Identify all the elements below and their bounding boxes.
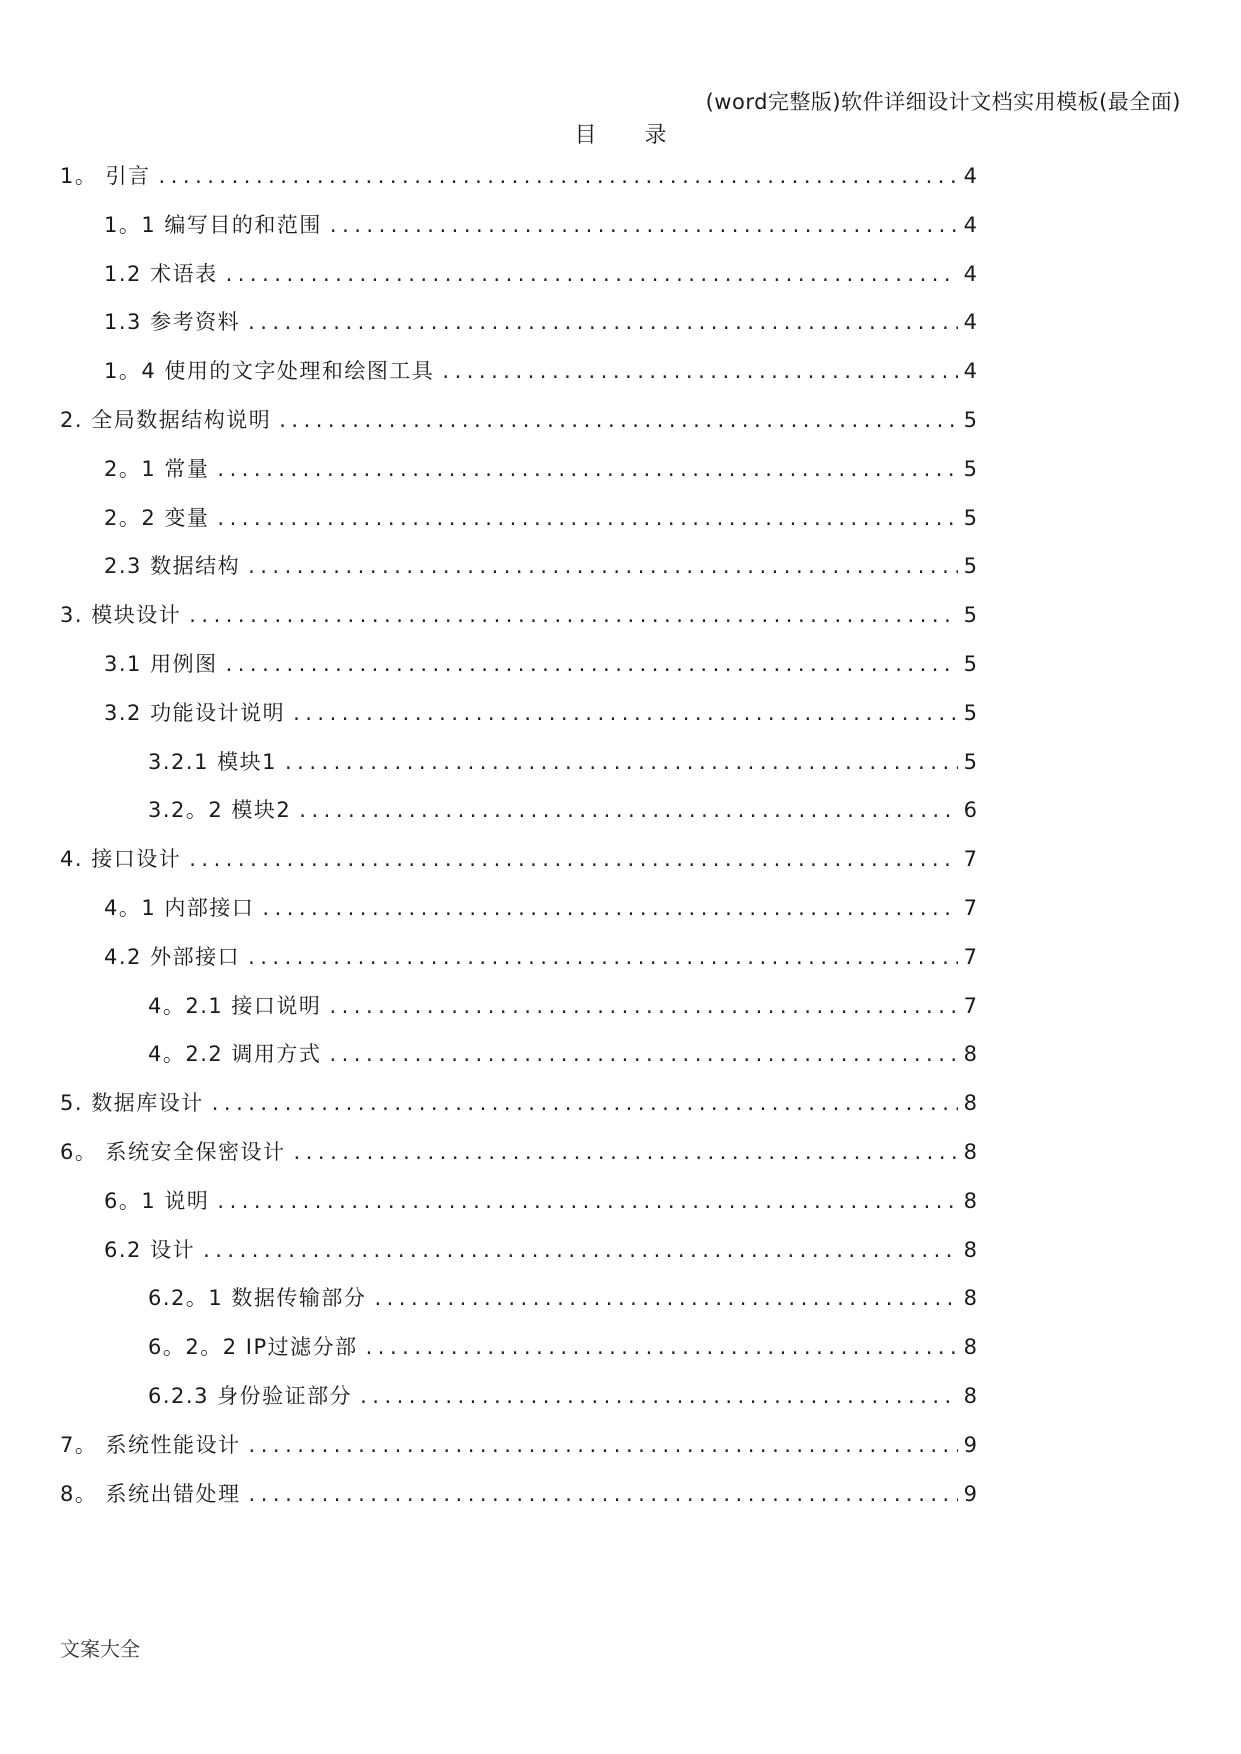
toc-dot-leader (360, 1384, 958, 1408)
toc-entry-label: 1.2 术语表 (104, 261, 218, 286)
toc-entry-page-number: 8 (963, 1286, 977, 1311)
toc-entry-label: 6。 系统安全保密设计 (60, 1139, 286, 1164)
toc-entry-label: 3.2 功能设计说明 (104, 700, 286, 725)
toc-dot-leader (294, 1140, 958, 1164)
toc-dot-leader (330, 213, 958, 237)
toc-entry[interactable] (60, 1331, 977, 1380)
toc-entry-page-number: 8 (963, 1237, 977, 1262)
toc-entry[interactable] (60, 1478, 977, 1527)
toc-dot-leader (279, 408, 957, 432)
toc-dot-leader (217, 1189, 957, 1213)
toc-entry[interactable] (60, 697, 977, 746)
page-footer: 文案大全 (60, 1637, 140, 1661)
toc-entry-page-number: 8 (963, 1091, 977, 1116)
toc-entry-label: 5. 数据库设计 (60, 1091, 204, 1116)
toc-dot-leader (248, 554, 958, 578)
toc-entry[interactable] (60, 794, 977, 843)
toc-entry-page-number: 5 (963, 651, 977, 676)
toc-dot-leader (293, 701, 958, 725)
toc-entry[interactable] (60, 1087, 977, 1136)
toc-entry-label: 4。1 内部接口 (104, 895, 255, 920)
toc-entry-label: 2。1 常量 (104, 456, 210, 481)
toc-entry[interactable] (60, 1380, 977, 1429)
toc-entry[interactable] (60, 892, 977, 941)
toc-entry[interactable] (60, 843, 977, 892)
toc-dot-leader (248, 310, 958, 334)
toc-dot-leader (189, 603, 957, 627)
toc-entry-page-number: 8 (963, 1335, 977, 1360)
toc-dot-leader (285, 750, 958, 774)
toc-entry-page-number: 9 (963, 1481, 977, 1506)
toc-entry-page-number: 5 (963, 456, 977, 481)
toc-entry-label: 6。2。2 IP过滤分部 (148, 1335, 358, 1360)
toc-entry[interactable] (60, 648, 977, 697)
toc-entry[interactable] (60, 258, 977, 307)
toc-entry-page-number: 8 (963, 1383, 977, 1408)
toc-entry-page-number: 8 (963, 1188, 977, 1213)
toc-entry-page-number: 4 (963, 359, 977, 384)
toc-entry-label: 3.2。2 模块2 (148, 798, 292, 823)
toc-entry[interactable] (60, 941, 977, 990)
toc-entry-page-number: 4 (963, 164, 977, 188)
toc-entry-page-number: 4 (963, 310, 977, 335)
toc-dot-leader (329, 994, 957, 1018)
toc-dot-leader (203, 1238, 958, 1262)
toc-entry[interactable] (60, 453, 977, 502)
toc-entry-page-number: 7 (963, 895, 977, 920)
toc-entry-label: 6.2。1 数据传输部分 (148, 1286, 367, 1311)
toc-entry-label: 7。 系统性能设计 (60, 1432, 241, 1457)
toc-entry-label: 1。4 使用的文字处理和绘图工具 (104, 359, 435, 384)
toc-entry-label: 1。1 编写目的和范围 (104, 212, 322, 237)
toc-entry[interactable] (60, 1038, 977, 1087)
toc-dot-leader (374, 1286, 957, 1310)
toc-entry-label: 8。 系统出错处理 (60, 1481, 241, 1506)
toc-entry-page-number: 5 (963, 554, 977, 579)
toc-dot-leader (442, 359, 957, 383)
toc-entry-page-number: 7 (963, 847, 977, 872)
toc-entry[interactable] (60, 355, 977, 404)
toc-entry-page-number: 7 (963, 944, 977, 969)
toc-entry-page-number: 5 (963, 749, 977, 774)
toc-dot-leader (226, 262, 958, 286)
toc-entry-label: 2. 全局数据结构说明 (60, 407, 272, 432)
table-of-contents (60, 160, 977, 1526)
toc-entry-label: 6。1 说明 (104, 1188, 210, 1213)
toc-dot-leader (217, 506, 957, 530)
toc-dot-leader (366, 1335, 958, 1359)
toc-entry-page-number: 8 (963, 1042, 977, 1067)
toc-entry[interactable] (60, 550, 977, 599)
toc-dot-leader (248, 945, 958, 969)
toc-entry-page-number: 5 (963, 505, 977, 530)
toc-entry-label: 4.2 外部接口 (104, 944, 241, 969)
toc-dot-leader (217, 457, 957, 481)
toc-dot-leader (226, 652, 958, 676)
toc-entry-label: 1.3 参考资料 (104, 310, 241, 335)
toc-entry[interactable] (60, 1185, 977, 1234)
toc-entry-label: 4。2.2 调用方式 (148, 1042, 322, 1067)
toc-entry[interactable] (60, 1136, 977, 1185)
toc-dot-leader (159, 164, 958, 188)
toc-entry-label: 3. 模块设计 (60, 603, 182, 628)
toc-dot-leader (299, 798, 957, 822)
toc-entry[interactable] (60, 1429, 977, 1478)
toc-entry[interactable] (60, 599, 977, 648)
toc-entry[interactable] (60, 404, 977, 453)
toc-entry-label: 2.3 数据结构 (104, 554, 241, 579)
toc-entry-label: 3.1 用例图 (104, 651, 218, 676)
toc-entry-page-number: 5 (963, 700, 977, 725)
toc-dot-leader (249, 1433, 958, 1457)
toc-entry-page-number: 6 (963, 798, 977, 823)
toc-entry-label: 6.2 设计 (104, 1237, 196, 1262)
toc-dot-leader (329, 1042, 957, 1066)
toc-dot-leader (189, 847, 957, 871)
toc-entry-page-number: 5 (963, 603, 977, 628)
toc-dot-leader (262, 896, 957, 920)
toc-entry-page-number: 5 (963, 407, 977, 432)
toc-dot-leader (212, 1091, 958, 1115)
toc-entry[interactable] (60, 746, 977, 795)
toc-entry[interactable] (60, 306, 977, 355)
toc-entry[interactable] (60, 160, 977, 209)
toc-entry-page-number: 7 (963, 993, 977, 1018)
toc-heading: 目录 (574, 123, 715, 148)
toc-entry-label: 6.2.3 身份验证部分 (148, 1383, 353, 1408)
toc-entry-label: 4。2.1 接口说明 (148, 993, 322, 1018)
toc-entry-label: 3.2.1 模块1 (148, 749, 277, 774)
toc-entry[interactable] (60, 1234, 977, 1283)
document-header-title: (word完整版)软件详细设计文档实用模板(最全面) (705, 90, 1181, 114)
toc-entry[interactable] (60, 209, 977, 258)
toc-entry-label: 1。 引言 (60, 164, 151, 188)
toc-entry-page-number: 4 (963, 212, 977, 237)
toc-entry-label: 4. 接口设计 (60, 847, 182, 872)
toc-entry[interactable] (60, 502, 977, 551)
toc-dot-leader (249, 1482, 958, 1506)
toc-entry[interactable] (60, 990, 977, 1039)
toc-entry[interactable] (60, 1282, 977, 1331)
toc-entry-page-number: 4 (963, 261, 977, 286)
toc-entry-page-number: 9 (963, 1432, 977, 1457)
toc-entry-page-number: 8 (963, 1139, 977, 1164)
toc-entry-label: 2。2 变量 (104, 505, 210, 530)
